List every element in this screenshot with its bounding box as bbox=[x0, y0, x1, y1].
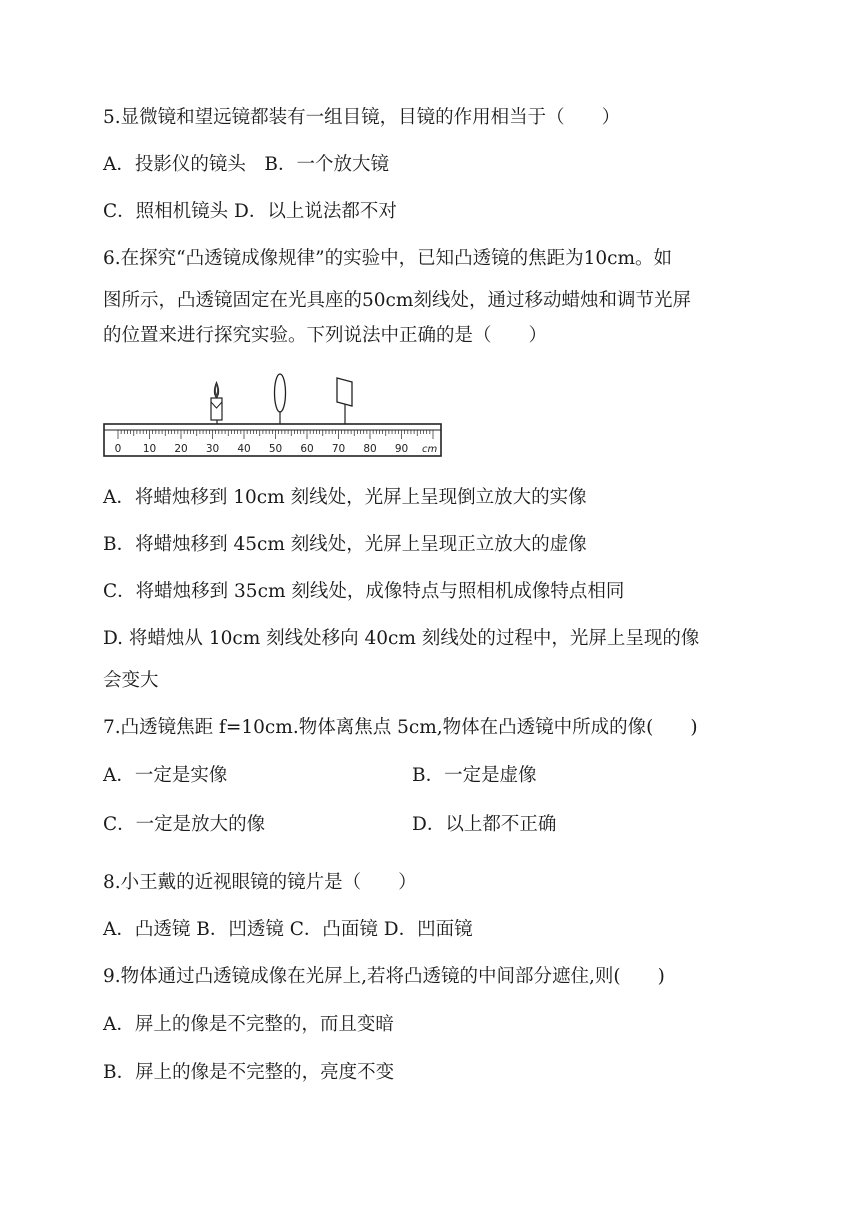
optical-bench-figure bbox=[100, 372, 445, 464]
ruler-tick-label: 50 bbox=[268, 443, 283, 455]
ruler-tick-label: 60 bbox=[300, 443, 314, 455]
question-5-options-ab: A．投影仪的镜头 B．一个放大镜 bbox=[103, 154, 389, 175]
question-6-option-d-line-2: 会变大 bbox=[103, 670, 159, 691]
question-8-options: A．凸透镜 B．凹透镜 C．凸面镜 D．凹面镜 bbox=[103, 919, 473, 940]
question-7-option-b: B．一定是虚像 bbox=[412, 765, 537, 786]
question-6-stem-line-2: 图所示，凸透镜固定在光具座的50cm刻线处，通过移动蜡烛和调节光屏 bbox=[103, 290, 691, 311]
question-6-option-a: A．将蜡烛移到 10cm 刻线处，光屏上呈现倒立放大的实像 bbox=[103, 487, 587, 508]
ruler-tick-label: 40 bbox=[237, 443, 251, 455]
question-7-option-d: D．以上都不正确 bbox=[412, 814, 557, 835]
light-screen bbox=[337, 378, 352, 424]
ruler-unit-label: cm bbox=[422, 444, 438, 455]
ruler-tick-label: 80 bbox=[363, 443, 377, 455]
question-6-option-c: C．将蜡烛移到 35cm 刻线处，成像特点与照相机成像特点相同 bbox=[103, 581, 625, 602]
question-7-stem: 7.凸透镜焦距 f=10cm.物体离焦点 5cm,物体在凸透镜中所成的像( ) bbox=[103, 717, 698, 738]
question-6-stem-line-1: 6.在探究“凸透镜成像规律”的实验中，已知凸透镜的焦距为10cm。如 bbox=[103, 248, 673, 269]
ruler-tick-label: 0 bbox=[114, 443, 122, 455]
question-5-stem: 5.显微镜和望远镜都装有一组目镜，目镜的作用相当于（ ） bbox=[103, 107, 621, 128]
ruler-ticks bbox=[118, 430, 433, 439]
ruler-tick-label: 20 bbox=[174, 443, 188, 455]
question-6-stem-line-3: 的位置来进行探究实验。下列说法中正确的是（ ） bbox=[103, 325, 548, 346]
question-5-options-cd: C．照相机镜头 D．以上说法都不对 bbox=[103, 201, 397, 222]
ruler-tick-label: 10 bbox=[142, 443, 157, 455]
question-7-option-a: A．一定是实像 bbox=[103, 765, 228, 786]
convex-lens bbox=[275, 374, 286, 424]
candle bbox=[211, 382, 222, 424]
question-7-option-c: C．一定是放大的像 bbox=[103, 814, 266, 835]
ruler-tick-labels bbox=[115, 443, 409, 455]
ruler-tick-label: 70 bbox=[331, 443, 346, 455]
question-6-option-d-line-1: D. 将蜡烛从 10cm 刻线处移向 40cm 刻线处的过程中，光屏上呈现的像 bbox=[103, 628, 700, 649]
question-9-option-b: B．屏上的像是不完整的，亮度不变 bbox=[103, 1062, 395, 1083]
question-9-stem: 9.物体通过凸透镜成像在光屏上,若将凸透镜的中间部分遮住,则( ) bbox=[103, 966, 665, 987]
ruler-tick-label: 30 bbox=[205, 443, 220, 455]
question-6-option-b: B．将蜡烛移到 45cm 刻线处，光屏上呈现正立放大的虚像 bbox=[103, 534, 587, 555]
ruler-tick-label: 90 bbox=[394, 443, 409, 455]
question-9-option-a: A．屏上的像是不完整的，而且变暗 bbox=[103, 1014, 394, 1035]
question-8-stem: 8.小王戴的近视眼镜的镜片是（ ） bbox=[103, 872, 417, 893]
